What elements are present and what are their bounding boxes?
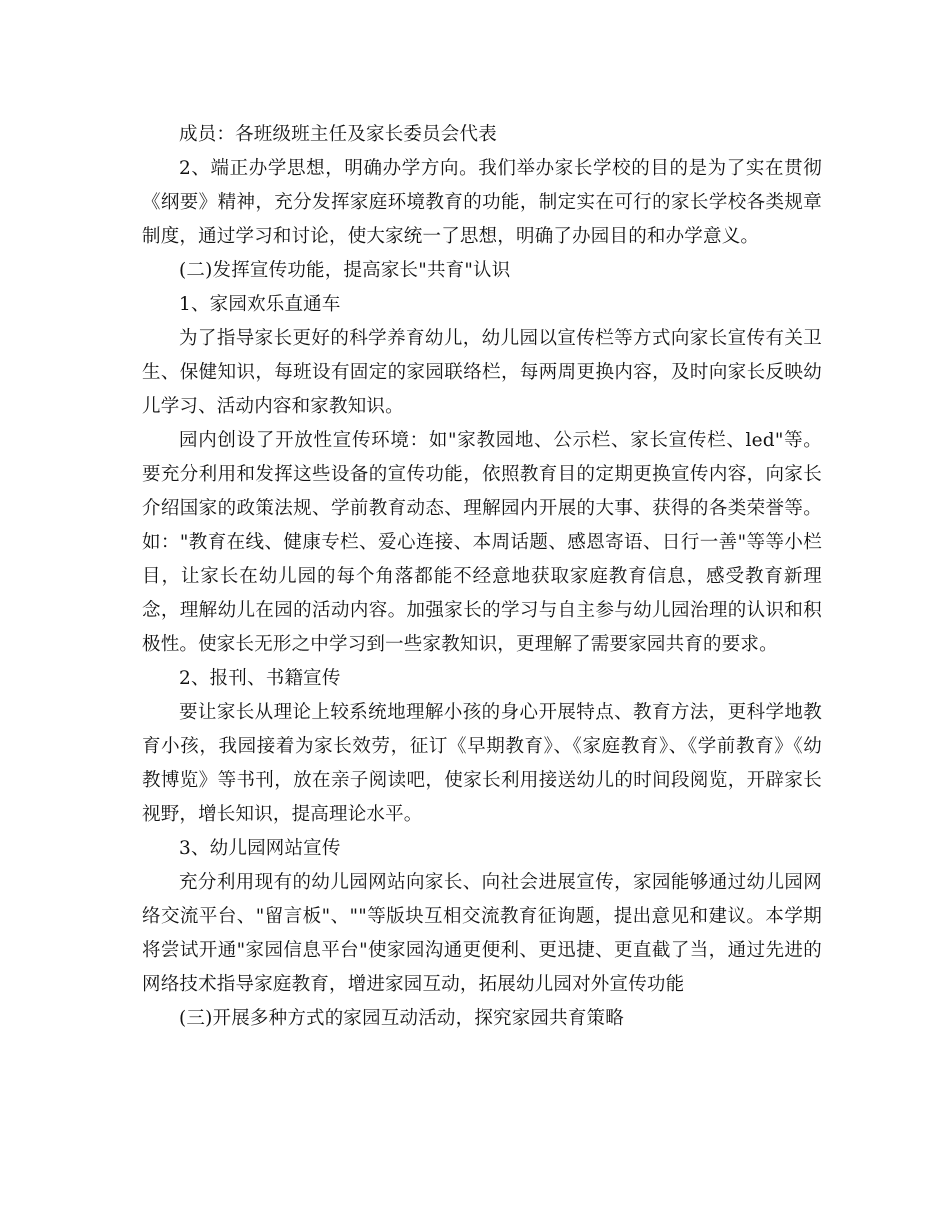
paragraph-publicity-board: 为了指导家长更好的科学养育幼儿，幼儿园以宣传栏等方式向家长宣传有关卫生、保健知识，每班设有固定的家园联络栏，每两周更换内容，及时向家长反映幼儿学习、活动内容和家教知识。 [142, 328, 822, 417]
paragraph-school-direction: 2、端正办学思想，明确办学方向。我们举办家长学校的目的是为了实在贯彻《纲要》精神，充分发挥家庭环境教育的功能，制定实在可行的家长学校各类规章制度，通过学习和讨论，使大家统一了思想，明确了办园目的和办学意义。 [142, 158, 822, 247]
paragraph-website: 充分利用现有的幼儿园网站向家长、向社会进展宣传，家园能够通过幼儿园网络交流平台、"留言板"、""等版块互相交流教育征询题，提出意见和建议。本学期将尝试开通"家园信息平台"使家园沟通更便利、更迅捷、更直截了当，通过先进的网络技术指导家庭教育，增进家园互动，拓展幼儿园对外宣传功能 [142, 872, 822, 995]
document-page [142, 118, 822, 1036]
section-heading-publicity: (二)发挥宣传功能，提高家长"共育"认识 [179, 260, 511, 281]
subheading-home-school-bus: 1、家园欢乐直通车 [179, 294, 341, 315]
section-heading-interaction: (三)开展多种方式的家园互动活动，探究家园共育策略 [179, 1008, 624, 1029]
subheading-website-publicity: 3、幼儿园网站宣传 [179, 838, 341, 859]
subheading-books-publicity: 2、报刊、书籍宣传 [179, 668, 341, 689]
paragraph-members: 成员：各班级班主任及家长委员会代表 [179, 124, 497, 145]
paragraph-open-environment: 园内创设了开放性宣传环境：如"家教园地、公示栏、家长宣传栏、led"等。要充分利用和发挥这些设备的宣传功能，依照教育目的定期更换宣传内容，向家长介绍国家的政策法规、学前教育动态、理解园内开展的大事、获得的各类荣誉等。如："教育在线、健康专栏、爱心连接、本周话题、感恩寄语、日行一善"等等小栏目，让家长在幼儿园的每个角落都能不经意地获取家庭教育信息，感受教育新理念，理解幼儿在园的活动内容。加强家长的学习与自主参与幼儿园治理的认识和积极性。使家长无形之中学习到一些家教知识，更理解了需要家园共育的要求。 [142, 430, 822, 655]
paragraph-books: 要让家长从理论上较系统地理解小孩的身心开展特点、教育方法，更科学地教育小孩，我园接着为家长效劳，征订《早期教育》、《家庭教育》、《学前教育》《幼教博览》等书刊，放在亲子阅读吧，使家长利用接送幼儿的时间段阅览，开辟家长视野，增长知识，提高理论水平。 [142, 702, 822, 825]
